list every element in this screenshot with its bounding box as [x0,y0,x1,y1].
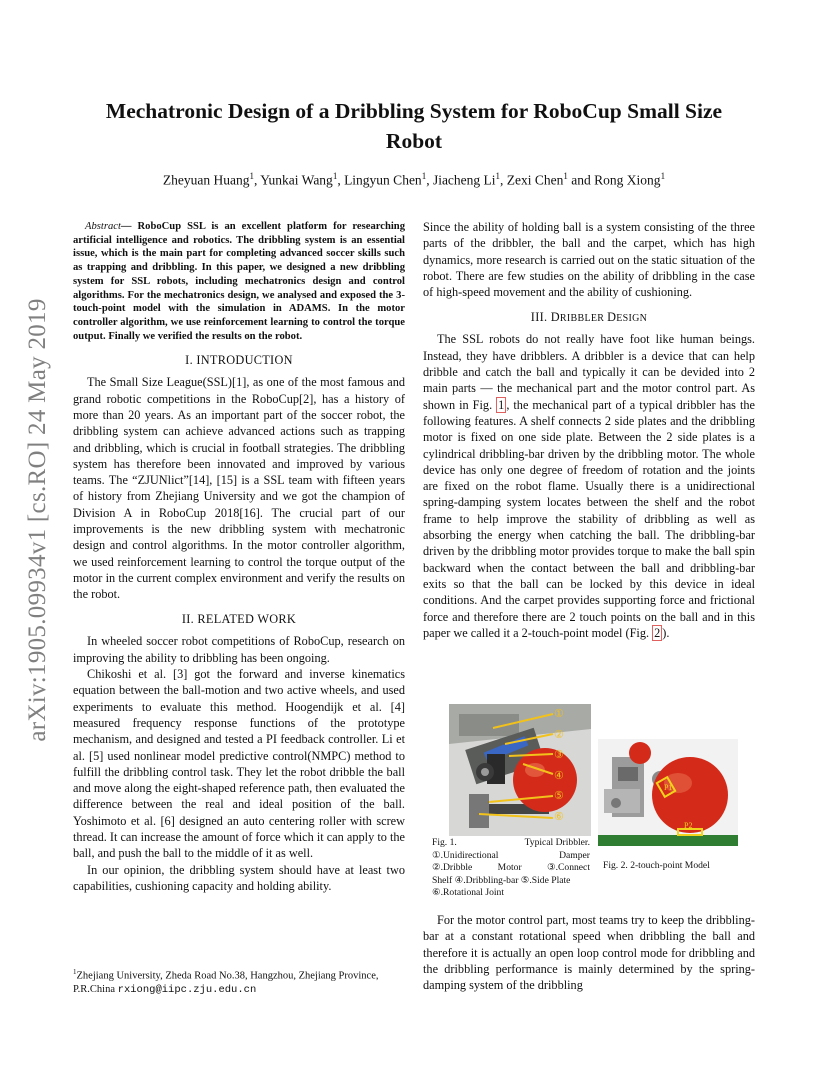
related-paragraph-3: In our opinion, the dribbling system should have at least two capabilities, cushioning capacity and holding ability. [73,862,405,893]
author-separator: and [567,172,595,188]
author-affiliation-mark: 1 [495,171,501,181]
dribbler-heading-rest1: RIBBLER [559,313,608,325]
author-name: Yunkai Wang [260,172,333,188]
fig1-cap-l4: Shelf ④.Dribbling-bar ⑤.Side Plate [432,874,571,886]
abstract-text: RoboCup SSL is an excellent platform for researching artificial intelligence and robotics. The dribbling system is an essential issue, which is the main part for completing advanced soccer skills such as trapping and dribbling. In this paper, we designed a new dribbling system for SSL robots, including mechatronics design and control algorithms. For the mechatronics design, we analysed and exposed the 3-touch-point model with the simulation in ADAMS. In the motor controller algorithm, we use reinforcement learning to control the torque output. Finally we verified the results on the robot. [73,221,405,342]
left-column [73,220,405,894]
fig1-cap-l3c: ③.Connect [547,862,590,874]
figure-2-caption: Fig. 2. 2-touch-point Model [603,860,710,871]
fig1-cap-l1b: Typical Dribbler. [524,837,590,848]
author-name: Rong Xiong [594,172,661,188]
fig1-cap-l2a: ①.Unidirectional [432,849,499,861]
marker-2: ② [554,728,564,741]
fig1-link[interactable]: 1 [498,397,505,412]
marker-3: ③ [554,749,564,761]
fig1-cap-l3a: ②.Dribble [432,862,473,874]
author-separator: , [254,172,261,188]
fig2-link[interactable]: 2 [654,625,661,640]
author-list [80,171,748,189]
label-p1: P1 [664,783,673,792]
author-name: Jiacheng Li [432,172,496,188]
dribbler-heading-d1: D [550,310,560,325]
dribbler-text-a: The SSL robots do not really have foot like human beings. Instead, they have dribblers. A dribbler is a device that can help dribble and catch the ball and typically it can be devided into 2 main parts — the mechanical part and the motor control part. As shown in Fig. [423,332,755,412]
abstract-dash: — [120,221,138,232]
figure-2-image [598,739,738,846]
marker-5: ⑤ [554,790,564,802]
related-heading: II. RELATED WORK [181,612,297,627]
arxiv-stamp [18,270,58,770]
author-separator: , [500,172,507,188]
right-column [423,219,755,641]
marker-4: ④ [554,769,564,782]
right-column-bottom [423,912,755,993]
motor-paragraph: For the motor control part, most teams try to keep the dribbling-bar at a constant rotational speed when dribbling the ball and therefore it is actually an open loop control mode for dribbling and the dribbling performance is mainly determined by the spring-damping system of the dribbling [423,913,755,993]
marker-1: ① [554,708,564,720]
footnote-email[interactable]: rxiong@iipc.zju.edu.cn [117,984,257,996]
author-separator: , [337,172,345,188]
author-affiliation-mark: 1 [249,171,255,181]
marker-6: ⑥ [554,810,564,823]
paper-title: Mechatronic Design of a Dribbling System for RoboCup Small Size Robot [105,99,723,153]
author-name: Zexi Chen [506,172,564,188]
footnote-text: Zhejiang University, Zheda Road No.38, Hangzhou, Zhejiang Province, P.R.China [73,970,379,995]
dribbler-text-c: ). [662,625,670,640]
author-affiliation-mark: 1 [332,171,338,181]
dribbler-heading [423,310,755,325]
author-name: Zheyuan Huang [162,172,250,188]
abstract [73,220,405,343]
related-paragraph-1: In wheeled soccer robot competitions of RoboCup, research on improving the ability to dribbling has been ongoing. [73,634,405,665]
figure-1-markers [554,704,568,827]
fig1-cap-l3b: Motor [497,862,522,874]
dribbler-text-b: , the mechanical part of a typical dribbler has the following features. A shelf connects 2 side plates and the dribbling motor is fixed on one side plate. Between the 2 side plates is a cylindrical dribbling-bar driven by the dribbling motor. The whole device has only one degree of freedom of rotation and the joints are fixed on the robot flame. Usually there is a unidirectional spring-damping system locates between the shelf and the robot frame to help improve the stability of dribbling as well as absorbing the energy when catching the ball. The dribbling-bar driven by the dribbling motor provides torque to make the ball spin backward when the contact between the ball and dribbling-bar exits so that the ball can be locked by this device in ideal conditions. And the carpet provides supporting force and frictional force and therefore there are 2 touch points on the ball and in this paper we called it a 2-touch-point model (Fig. [423,397,755,640]
arxiv-id: arXiv:1905.09934v1 [cs.RO] 24 May 2019 [24,298,51,742]
figure-1-caption [432,837,590,900]
footnote [73,966,405,998]
dribbler-heading-rest2: ESIGN [616,313,648,325]
author-affiliation-mark: 1 [563,171,568,181]
fig1-cap-l2b: Damper [559,849,590,861]
intro-paragraph: The Small Size League(SSL)[1], as one of the most famous and grand robotic competitions in the RoboCup[2], has a history of more than 20 years. As an important part of the soccer robot, the dribbling system can achieve advanced actions such as trapping and dribbling, which is crucial in football strategies. The dribbling system has therefore been innovated and improved by various teams. The “ZJUNlict”[14], [15] is a SSL team with fifteen years of history from Zhejiang University and we got the champion of Division A in RoboCup 2018[16]. The crucial part of our improvements is the new dribbling system with mechatronic design and control algorithms. In the motor controller algorithm, we used reinforcement learning to control the torque output of the motor in the current complex environment and verify the results on the robot. [73,375,405,602]
label-p2: P2 [684,821,693,830]
author-affiliation-mark: 1 [660,171,666,181]
abstract-label: Abstract [85,221,121,232]
right-paragraph-1: Since the ability of holding ball is a system consisting of the three parts of the dribbler, the ball and the carpet, which has high dynamics, more research is carried out on the static situation of the robot. There are few studies on the ability of dribbling in the case of high-speed movement and the ability of cushioning. [423,220,755,300]
intro-heading: I. INTRODUCTION [185,353,293,368]
dribbler-heading-num: III. [530,310,551,325]
fig1-cap-l5: ⑥.Rotational Joint [432,887,505,899]
dribbler-heading-d2: D [607,310,617,325]
fig1-cap-l1a: Fig. 1. [432,837,457,848]
figure-1-image [449,704,591,836]
footnote-mark: 1 [73,968,77,976]
dribbler-paragraph [423,331,755,641]
related-paragraph-2: Chikoshi et al. [3] got the forward and inverse kinematics equation between the ball-motion and two active wheels, and used experiments to evaluate this method. Hoogendijk et al. [4] measured frequency response functions of the prototype mechanism, and designed and tested a PI feedback controller. Li et al. [5] used nonlinear model predictive control(NMPC) method to fulfill the dribbling control task. They let the robot dribble the ball and move along the eight-shaped reference path, then evaluated the difference between the real and ideal position of the ball. Yoshimoto et al. [6] designed an auto centering roller with screw thread. It can increase the amount of force which it can apply to the ball, and push the ball to the middle of it as well. [73,667,405,861]
author-name: Lingyun Chen [344,172,422,188]
author-separator: , [426,172,433,188]
author-affiliation-mark: 1 [421,171,427,181]
